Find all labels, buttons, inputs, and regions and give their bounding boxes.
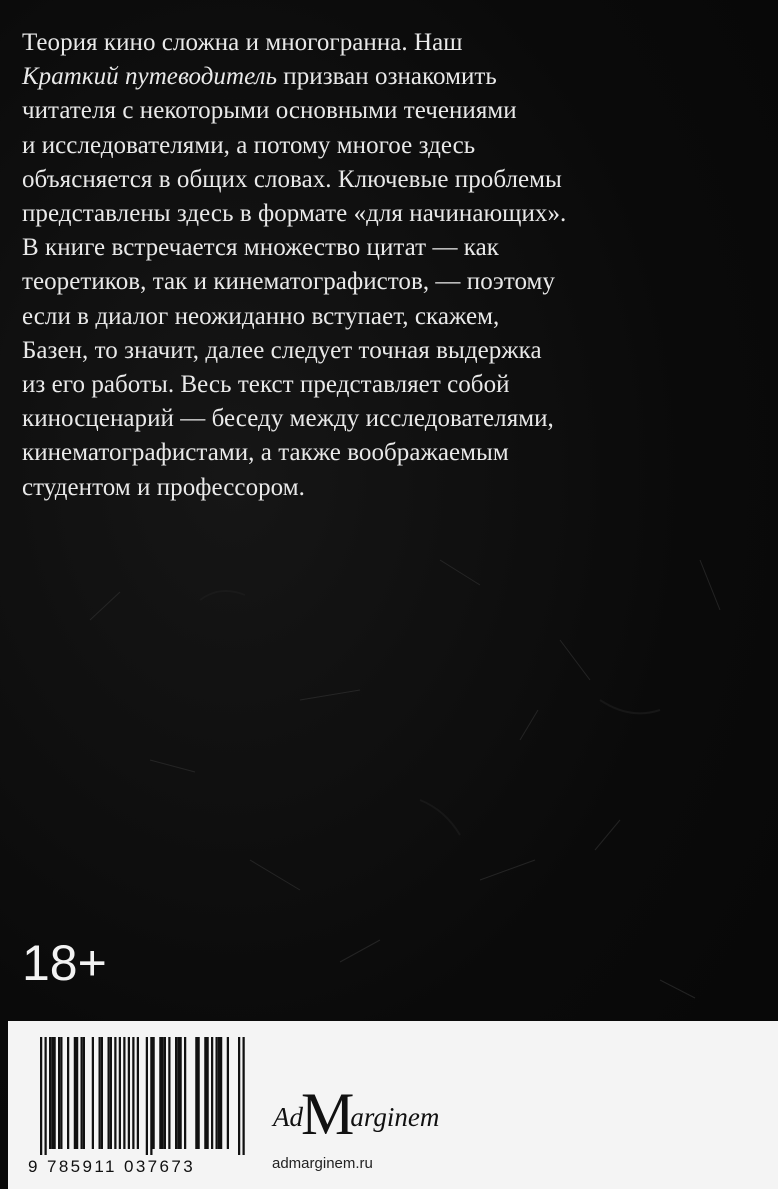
barcode-bar (114, 1037, 116, 1149)
blurb-line: если в диалог неожиданно вступает, скажем, (22, 302, 500, 330)
barcode-bar (211, 1037, 213, 1149)
barcode-bar (180, 1037, 182, 1149)
barcode-bar (146, 1037, 148, 1155)
blurb-line: из его работы. Весь текст представляет собой (22, 371, 510, 399)
book-title-italic: Краткий путеводитель (22, 63, 277, 91)
age-rating: 18+ (22, 935, 107, 991)
barcode-bar (216, 1037, 218, 1149)
barcode-bar (177, 1037, 179, 1149)
barcode-bar (137, 1037, 139, 1149)
blurb-line: кинематографистами, а также воображаемым (22, 439, 509, 467)
blurb-line: киносценарий — беседу между исследователями, (22, 405, 554, 433)
blurb-line: В книге встречается множество цитат — как (22, 234, 499, 262)
barcode-panel (8, 1021, 778, 1189)
barcode-bar (168, 1037, 170, 1149)
blurb-line: студентом и профессором. (22, 473, 305, 501)
barcode-bar (40, 1037, 42, 1155)
barcode-digits: 9 785911 037673 (28, 1157, 196, 1176)
barcode-bar (119, 1037, 121, 1149)
blurb-line: Теория кино сложна и многогранна. Наш (22, 29, 463, 56)
barcode-bar (150, 1037, 152, 1155)
barcode-bar (45, 1037, 47, 1155)
barcode-bar (243, 1037, 245, 1155)
blurb-line: Базен, то значит, далее следует точная выдержка (22, 336, 542, 364)
barcode-bar (153, 1037, 155, 1149)
blurb-text (22, 26, 742, 505)
barcode-bar (81, 1037, 83, 1149)
barcode-bar (238, 1037, 240, 1155)
isbn-barcode (28, 1035, 268, 1185)
barcode-bar (207, 1037, 209, 1149)
barcode-bar (60, 1037, 62, 1149)
barcode-bar (83, 1037, 85, 1149)
barcode-bar (159, 1037, 161, 1149)
barcode-bar (128, 1037, 130, 1149)
barcode-bar (123, 1037, 125, 1149)
barcode-bar (74, 1037, 76, 1149)
blurb-line-rest: призван ознакомить (277, 63, 497, 91)
barcode-bar (195, 1037, 197, 1149)
logo-suffix: arginem (350, 1102, 440, 1132)
publisher-website: admarginem.ru (272, 1155, 373, 1172)
blurb-line: представлены здесь в формате «для начинающих». (22, 200, 567, 228)
barcode-bar (227, 1037, 229, 1149)
blurb-line: читателя с некоторыми основными течениями (22, 97, 517, 125)
barcode-bar (92, 1037, 94, 1149)
barcode-bar (99, 1037, 101, 1149)
barcode-bar (101, 1037, 103, 1149)
barcode-bar (184, 1037, 186, 1149)
barcode-bar (108, 1037, 110, 1149)
blurb-line (22, 60, 742, 94)
barcode-bar (164, 1037, 166, 1149)
blurb-line: теоретиков, так и кинематографистов, — поэтому (22, 268, 555, 296)
logo-prefix: Ad (273, 1102, 303, 1132)
publisher-logo (273, 1081, 440, 1147)
logo-initial: M (301, 1081, 355, 1147)
barcode-bar (49, 1037, 51, 1149)
barcode-bar (162, 1037, 164, 1149)
barcode-bar (132, 1037, 134, 1149)
barcode-bar (67, 1037, 69, 1149)
blurb-line: и исследователями, а потому многое здесь (22, 131, 476, 159)
barcode-bar (198, 1037, 200, 1149)
barcode-bar (204, 1037, 206, 1149)
blurb-line: объясняется в общих словах. Ключевые проблемы (22, 165, 562, 193)
barcode-bar (58, 1037, 60, 1149)
barcode-bars (28, 1035, 268, 1157)
barcode-bar (110, 1037, 112, 1149)
barcode-bar (51, 1037, 53, 1149)
barcode-bar (218, 1037, 220, 1149)
barcode-bar (220, 1037, 222, 1149)
barcode-bar (54, 1037, 56, 1149)
barcode-bar (76, 1037, 78, 1149)
barcode-bar (175, 1037, 177, 1149)
